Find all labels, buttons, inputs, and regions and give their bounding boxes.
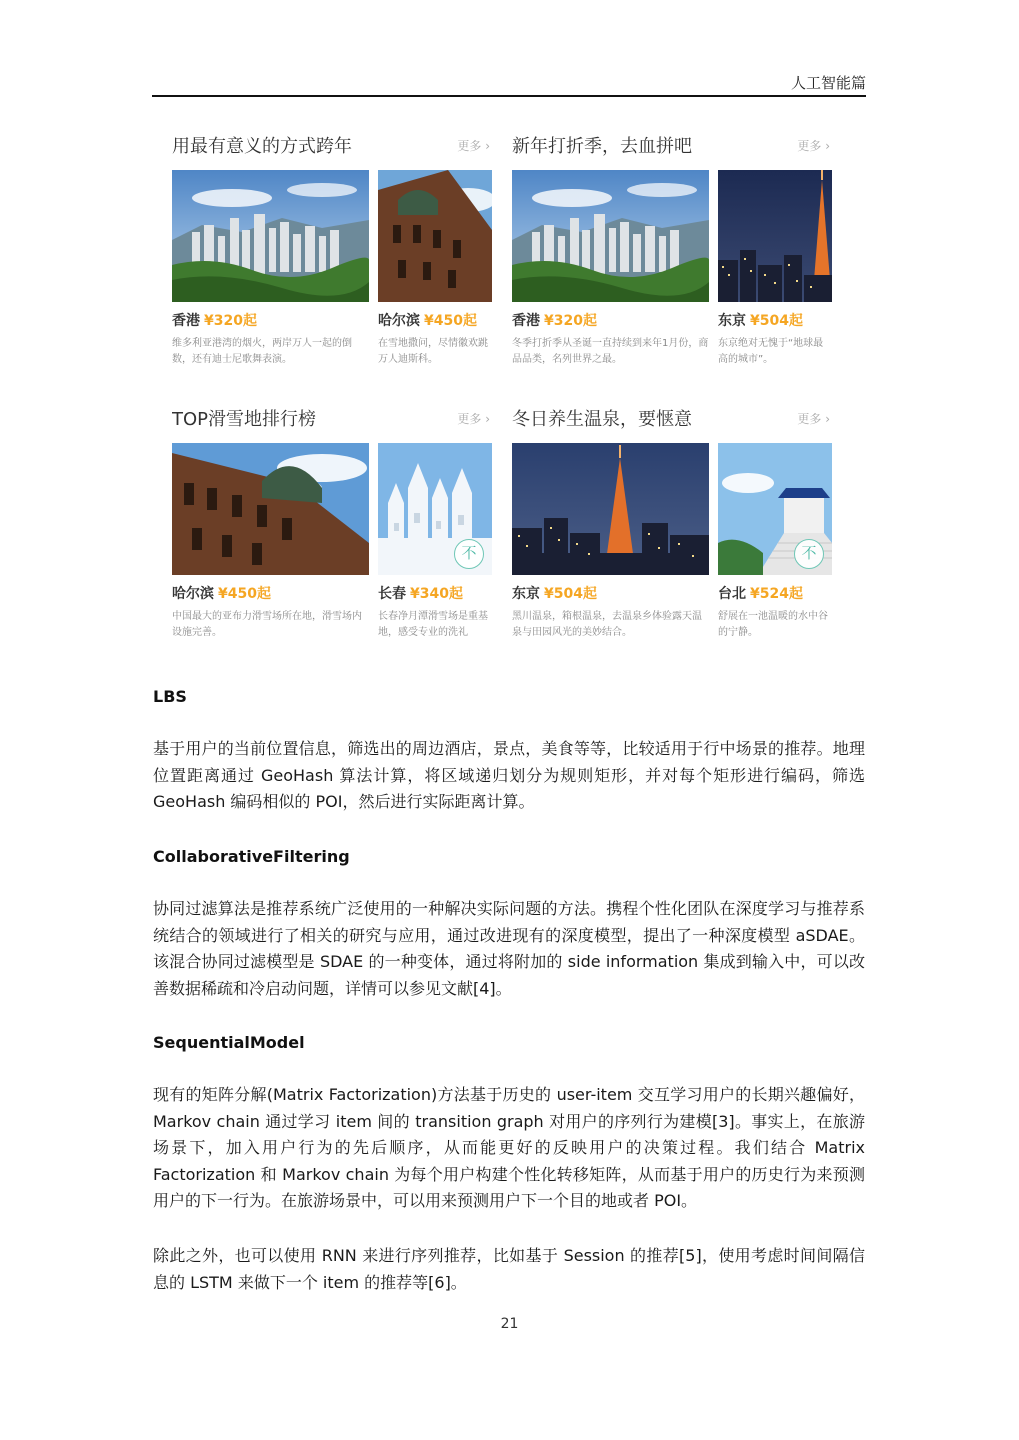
city-name: 东京 (718, 313, 746, 329)
ice-castle-photo (378, 443, 492, 575)
card-city (172, 583, 369, 603)
promo-panel-hot-spring (512, 405, 842, 665)
card-price: ¥450起 (424, 313, 477, 329)
card-description: 东京绝对无愧于“地球最高的城市”。 (718, 338, 824, 365)
card-price: ¥320起 (204, 313, 257, 329)
paragraph: 协同过滤算法是推荐系统广泛使用的一种解决实际问题的方法。携程个性化团队在深度学习与推荐系统结合的领域进行了相关的研究与应用，通过改进现有的深度模型，提出了一种深度模型 aSDAE。该混合协同过滤模型是 SDAE 的一种变体，通过将附加的 side information 集成到输入中，可以改善数据稀疏和冷启动问题，详情可以参见文献[4]。 (153, 899, 865, 998)
city-name: 长春 (378, 586, 406, 602)
panel-title: TOP滑雪地排行榜 (172, 409, 317, 430)
promo-panel-skiing (172, 405, 502, 665)
header-rule (152, 95, 866, 97)
card-price: ¥340起 (410, 586, 463, 602)
tokyo-tower-photo (512, 443, 709, 575)
card-city (512, 583, 709, 603)
card-description: 冬季打折季从圣诞一直持续到来年1月份，商品品类，名列世界之最。 (512, 338, 709, 365)
card-city (718, 310, 832, 330)
more-link[interactable]: 更多 › (457, 412, 490, 426)
section-heading-cf: CollaborativeFiltering (153, 847, 350, 866)
section-heading-lbs: LBS (153, 687, 187, 706)
card-description: 舒展在一池温暖的水中谷的宁静。 (718, 611, 828, 638)
card-description: 在雪地撒问，尽情徽欢跳万人迪斯科。 (378, 338, 488, 365)
harbin-cathedral-photo (378, 170, 492, 302)
city-name: 香港 (512, 313, 540, 329)
destination-card[interactable] (512, 443, 709, 641)
card-price: ¥450起 (218, 586, 271, 602)
more-link[interactable]: 更多 › (457, 139, 490, 153)
card-description: 黑川温泉，箱根温泉，去温泉乡体验露天温泉与田园风光的美妙结合。 (512, 611, 702, 638)
destination-card[interactable] (378, 170, 492, 368)
paragraph: 基于用户的当前位置信息，筛选出的周边酒店，景点，美食等等，比较适用于行中场景的推荐。地理位置距离通过 GeoHash 算法计算，将区域递归划分为规则矩形，并对每个矩形进行编码，筛选 GeoHash 编码相似的 POI，然后进行实际距离计算。 (153, 739, 865, 811)
card-price: ¥320起 (544, 313, 597, 329)
tokyo-tower-photo (718, 170, 832, 302)
card-city (718, 583, 832, 603)
taipei-memorial-photo (718, 443, 832, 575)
destination-card[interactable] (718, 443, 832, 641)
city-name: 哈尔滨 (378, 313, 420, 329)
panel-title: 用最有意义的方式跨年 (172, 136, 352, 157)
promo-panel-shopping (512, 132, 842, 392)
running-header: 人工智能篇 (790, 74, 866, 92)
more-link[interactable]: 更多 › (797, 139, 830, 153)
more-link[interactable]: 更多 › (797, 412, 830, 426)
card-city (512, 310, 709, 330)
destination-card[interactable] (378, 443, 492, 641)
harbin-cathedral-photo (172, 443, 369, 575)
city-name: 台北 (718, 586, 746, 602)
card-price: ¥504起 (544, 586, 597, 602)
card-description: 维多利亚港湾的烟火，两岸万人一起的倒数，还有迪士尼歌舞表演。 (172, 338, 352, 365)
pin-top-icon[interactable]: 不 (794, 539, 824, 569)
card-description: 中国最大的亚布力滑雪场所在地，滑雪场内设施完善。 (172, 611, 362, 638)
city-name: 哈尔滨 (172, 586, 214, 602)
hongkong-skyline-photo (512, 170, 709, 302)
card-description: 长春净月潭滑雪场是重基地，感受专业的洗礼 (378, 611, 488, 638)
hongkong-skyline-photo (172, 170, 369, 302)
pin-top-icon[interactable]: 不 (454, 539, 484, 569)
paragraph: 现有的矩阵分解(Matrix Factorization)方法基于历史的 user-item 交互学习用户的长期兴趣偏好，Markov chain 通过学习 item 间的 transition graph 对用户的序列行为建模[3]。事实上，在旅游场景下，加入用户行为的先后顺序，从而能更好的反映用户的决策过程。我们结合 Matrix Factorization 和 Markov chain 为每个用户构建个性化转移矩阵，从而基于用户的历史行为来预测用户的下一行为。在旅游场景中，可以用来预测用户下一个目的地或者 POI。 (153, 1085, 865, 1210)
panel-title: 冬日养生温泉，要惬意 (512, 409, 692, 430)
card-price: ¥524起 (750, 586, 803, 602)
city-name: 香港 (172, 313, 200, 329)
panel-title: 新年打折季，去血拼吧 (512, 136, 692, 157)
paragraph: 除此之外，也可以使用 RNN 来进行序列推荐，比如基于 Session 的推荐[5]，使用考虑时间间隔信息的 LSTM 来做下一个 item 的推荐等[6]。 (153, 1246, 865, 1292)
card-city (378, 583, 492, 603)
promo-panel-new-year (172, 132, 502, 392)
card-price: ¥504起 (750, 313, 803, 329)
city-name: 东京 (512, 586, 540, 602)
card-city (172, 310, 369, 330)
page-number: 21 (500, 1316, 519, 1332)
destination-card[interactable] (172, 170, 369, 368)
card-city (378, 310, 492, 330)
destination-card[interactable] (512, 170, 709, 368)
destination-card[interactable] (172, 443, 369, 641)
destination-card[interactable] (718, 170, 832, 368)
section-heading-sequential: SequentialModel (153, 1033, 305, 1052)
